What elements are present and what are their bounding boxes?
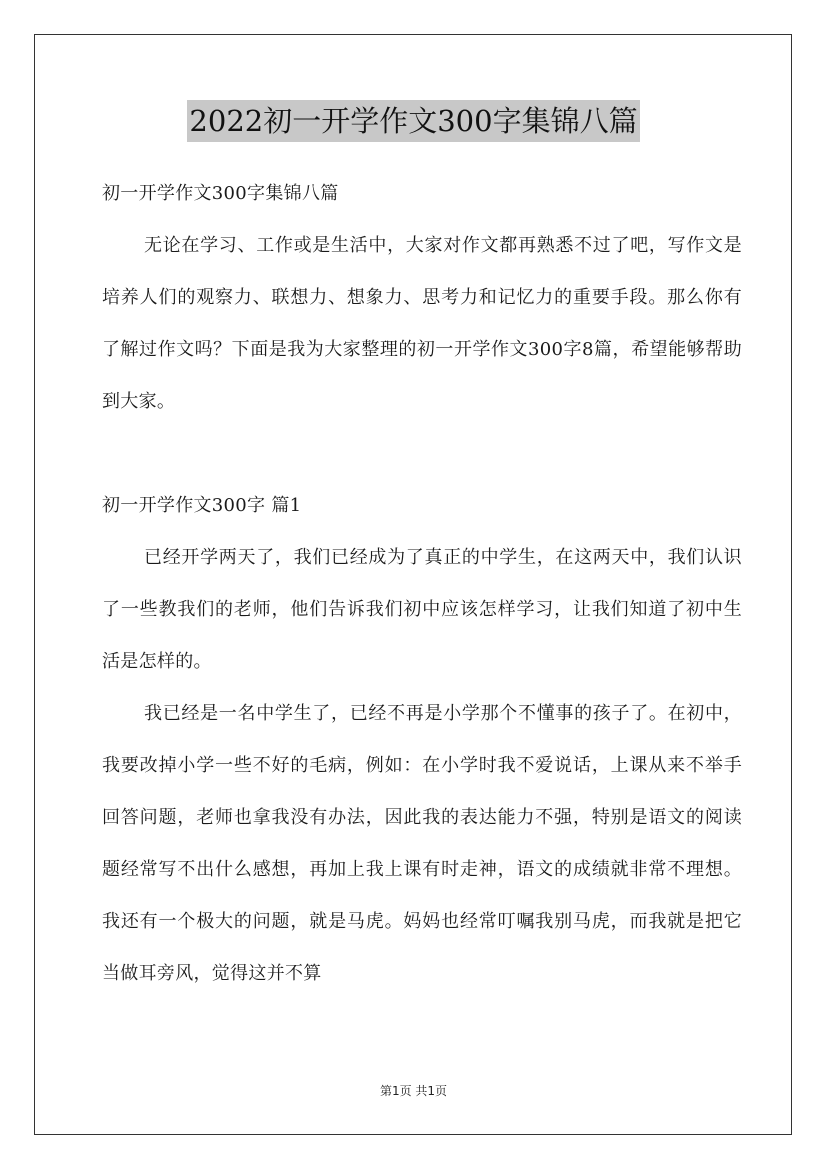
document-body [102,168,742,1000]
document-title: 2022初一开学作文300字集锦八篇 [187,100,639,142]
intro-paragraph: 无论在学习、工作或是生活中，大家对作文都再熟悉不过了吧，写作文是培养人们的观察力、联想力、想象力、思考力和记忆力的重要手段。那么你有了解过作文吗？下面是我为大家整理的初一开学作文300字8篇，希望能够帮助到大家。 [102,235,742,412]
section-heading-1: 初一开学作文300字 篇1 [102,495,302,516]
page-footer: 第1页 共1页 [379,1084,448,1098]
section1-paragraph-1: 已经开学两天了，我们已经成为了真正的中学生，在这两天中，我们认识了一些教我们的老师，他们告诉我们初中应该怎样学习，让我们知道了初中生活是怎样的。 [102,547,742,672]
section-spacer [102,428,742,480]
document-subtitle: 初一开学作文300字集锦八篇 [102,183,339,204]
section1-paragraph-2: 我已经是一名中学生了，已经不再是小学那个不懂事的孩子了。在初中，我要改掉小学一些不好的毛病，例如：在小学时我不爱说话，上课从来不举手回答问题，老师也拿我没有办法，因此我的表达能力不强，特别是语文的阅读题经常写不出什么感想，再加上我上课有时走神，语文的成绩就非常不理想。我还有一个极大的问题，就是马虎。妈妈也经常叮嘱我别马虎，而我就是把它当做耳旁风，觉得这并不算 [102,703,742,984]
title-container [0,100,827,142]
